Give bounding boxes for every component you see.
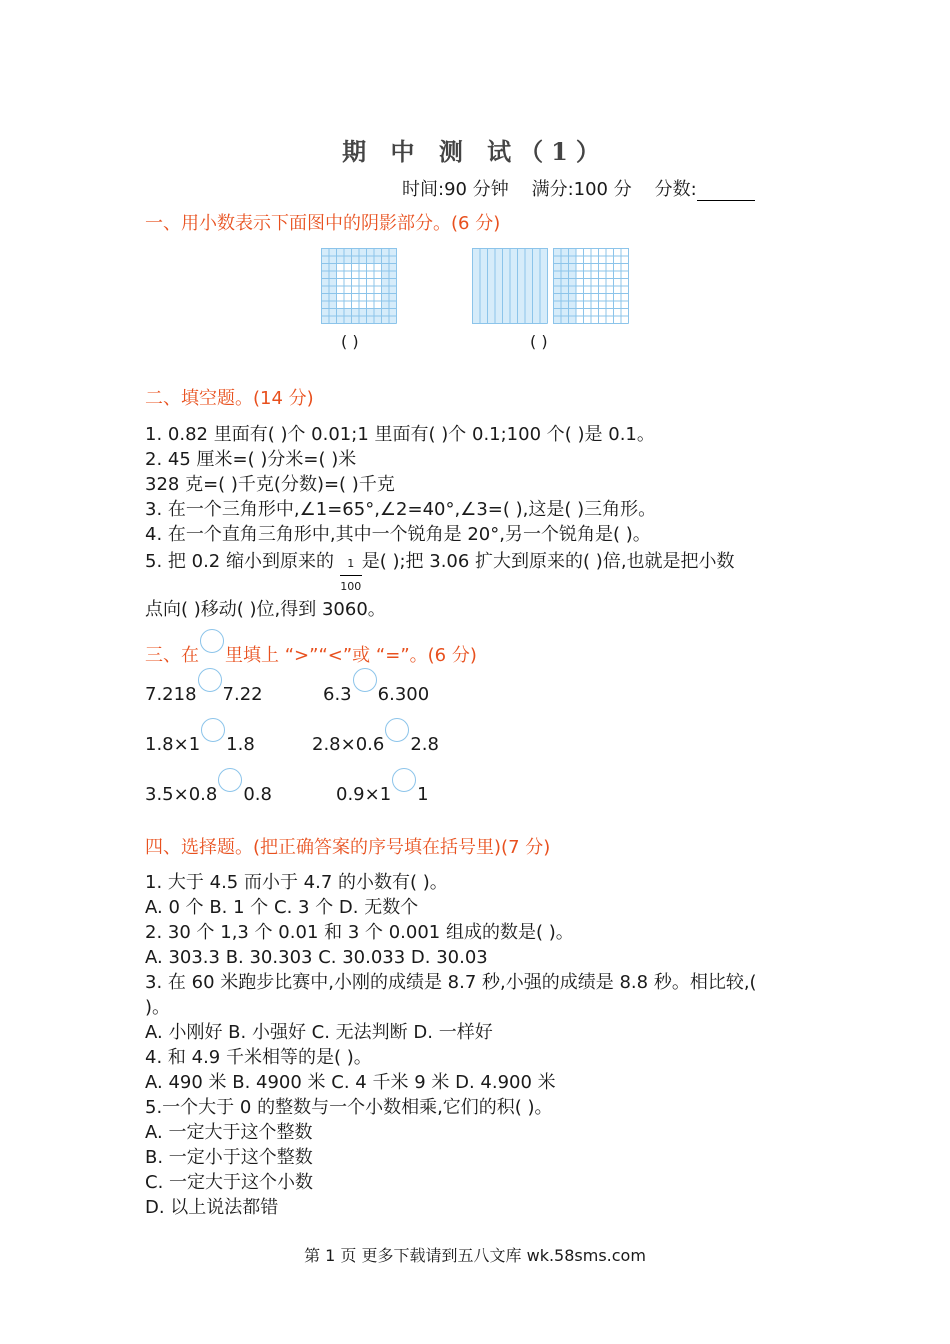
shaded-cell xyxy=(329,316,337,324)
shaded-cell xyxy=(374,248,382,256)
shaded-cell xyxy=(540,308,548,316)
choice-line: A. 303.3 B. 30.303 C. 30.033 D. 30.03 xyxy=(145,947,488,968)
shaded-cell xyxy=(561,278,569,286)
shaded-cell xyxy=(568,286,576,294)
shaded-cell xyxy=(561,248,569,256)
grid-figure-1 xyxy=(321,248,397,324)
shaded-cell xyxy=(381,316,389,324)
shaded-cell xyxy=(553,271,561,279)
comparison-item xyxy=(145,678,263,706)
shaded-cell xyxy=(525,248,533,256)
shaded-cell xyxy=(568,316,576,324)
shaded-cell xyxy=(510,263,518,271)
shaded-cell xyxy=(359,256,367,264)
shaded-cell xyxy=(517,293,525,301)
shaded-cell xyxy=(374,308,382,316)
shaded-cell xyxy=(568,256,576,264)
shaded-cell xyxy=(532,263,540,271)
choice-line: 3. 在 60 米跑步比赛中,小刚的成绩是 8.7 秒,小强的成绩是 8.8 秒。相比较,( xyxy=(145,972,757,993)
section-4-heading: 四、选择题。(把正确答案的序号填在括号里)(7 分) xyxy=(145,837,551,858)
shaded-cell xyxy=(568,248,576,256)
answer-circle[interactable] xyxy=(198,668,222,692)
shaded-cell xyxy=(510,301,518,309)
comparison-item xyxy=(312,728,439,756)
shaded-cell xyxy=(321,263,329,271)
shaded-cell xyxy=(351,316,359,324)
shaded-cell xyxy=(532,286,540,294)
shaded-cell xyxy=(495,256,503,264)
comparison-item xyxy=(336,778,429,806)
q5-text-a: 5. 把 0.2 缩小到原来的 xyxy=(145,551,334,572)
right-expr: 1 xyxy=(417,784,429,805)
shaded-cell xyxy=(480,248,488,256)
shaded-cell xyxy=(532,301,540,309)
shaded-cell xyxy=(381,278,389,286)
answer-paren-1[interactable]: ( ) xyxy=(341,332,359,351)
score-blank[interactable] xyxy=(697,182,755,201)
shaded-cell xyxy=(389,301,397,309)
answer-circle[interactable] xyxy=(385,718,409,742)
right-expr: 0.8 xyxy=(243,784,272,805)
fraction xyxy=(340,551,362,593)
shaded-cell xyxy=(329,286,337,294)
shaded-cell xyxy=(381,256,389,264)
shaded-cell xyxy=(480,256,488,264)
right-expr: 2.8 xyxy=(410,734,439,755)
shaded-cell xyxy=(561,286,569,294)
shaded-cell xyxy=(381,248,389,256)
shaded-cell xyxy=(329,248,337,256)
shaded-cell xyxy=(502,278,510,286)
shaded-cell xyxy=(517,278,525,286)
answer-paren-2[interactable]: ( ) xyxy=(530,332,548,351)
shaded-cell xyxy=(472,316,480,324)
shaded-cell xyxy=(389,286,397,294)
shaded-cell xyxy=(344,256,352,264)
choice-line: A. 一定大于这个整数 xyxy=(145,1122,313,1143)
choice-line: 5.一个大于 0 的整数与一个小数相乘,它们的积( )。 xyxy=(145,1097,553,1118)
comparison-item xyxy=(145,728,255,756)
shaded-cell xyxy=(561,301,569,309)
shaded-cell xyxy=(495,316,503,324)
shaded-cell xyxy=(480,316,488,324)
shaded-cell xyxy=(561,263,569,271)
right-expr: 1.8 xyxy=(226,734,255,755)
comparison-item xyxy=(323,678,429,706)
shaded-cell xyxy=(553,308,561,316)
choice-line: 2. 30 个 1,3 个 0.01 和 3 个 0.001 组成的数是( )。 xyxy=(145,922,574,943)
fill-line: 3. 在一个三角形中,∠1=65°,∠2=40°,∠3=( ),这是( )三角形。 xyxy=(145,499,657,520)
shaded-cell xyxy=(366,248,374,256)
shaded-cell xyxy=(359,248,367,256)
comparison-item xyxy=(145,778,272,806)
shaded-cell xyxy=(389,248,397,256)
choice-line: )。 xyxy=(145,997,171,1018)
shaded-cell xyxy=(389,271,397,279)
score-label: 分数: xyxy=(654,179,697,200)
choice-line: C. 一定大于这个小数 xyxy=(145,1172,314,1193)
shaded-cell xyxy=(502,286,510,294)
shaded-cell xyxy=(487,271,495,279)
shaded-cell xyxy=(374,316,382,324)
shaded-cell xyxy=(321,301,329,309)
shaded-cell xyxy=(472,301,480,309)
shaded-cell xyxy=(525,286,533,294)
shaded-cell xyxy=(510,316,518,324)
shaded-cell xyxy=(487,301,495,309)
shaded-cell xyxy=(525,256,533,264)
shaded-cell xyxy=(351,308,359,316)
shaded-cell xyxy=(321,293,329,301)
shaded-cell xyxy=(321,316,329,324)
shaded-cell xyxy=(472,308,480,316)
choice-line: A. 小刚好 B. 小强好 C. 无法判断 D. 一样好 xyxy=(145,1022,493,1043)
shaded-cell xyxy=(336,248,344,256)
shaded-cell xyxy=(553,248,561,256)
shaded-cell xyxy=(510,256,518,264)
shaded-cell xyxy=(495,271,503,279)
shaded-cell xyxy=(329,308,337,316)
left-expr: 6.3 xyxy=(323,684,352,705)
fill-line: 2. 45 厘米=( )分米=( )米 xyxy=(145,449,357,470)
shaded-cell xyxy=(517,301,525,309)
shaded-cell xyxy=(472,271,480,279)
shaded-cell xyxy=(389,278,397,286)
fill-line-5 xyxy=(145,551,735,593)
shaded-cell xyxy=(487,263,495,271)
answer-circle[interactable] xyxy=(392,768,416,792)
shaded-cell xyxy=(517,256,525,264)
shaded-cell xyxy=(540,248,548,256)
shaded-cell xyxy=(472,278,480,286)
shaded-cell xyxy=(480,301,488,309)
shaded-cell xyxy=(381,293,389,301)
shaded-cell xyxy=(561,308,569,316)
shaded-cell xyxy=(561,293,569,301)
shaded-cell xyxy=(502,271,510,279)
shaded-cell xyxy=(487,316,495,324)
shaded-cell xyxy=(553,263,561,271)
shaded-cell xyxy=(532,271,540,279)
shaded-cell xyxy=(480,263,488,271)
right-expr: 6.300 xyxy=(377,684,430,705)
shaded-cell xyxy=(495,293,503,301)
shaded-cell xyxy=(517,248,525,256)
shaded-cell xyxy=(540,263,548,271)
fill-line: 328 克=( )千克(分数)=( )千克 xyxy=(145,474,395,495)
shaded-cell xyxy=(540,286,548,294)
shaded-cell xyxy=(553,286,561,294)
shaded-cell xyxy=(568,301,576,309)
fill-line: 点向( )移动( )位,得到 3060。 xyxy=(145,599,386,620)
shaded-cell xyxy=(517,286,525,294)
shaded-cell xyxy=(540,293,548,301)
shaded-cell xyxy=(540,301,548,309)
shaded-cell xyxy=(472,286,480,294)
shaded-cell xyxy=(381,271,389,279)
shaded-cell xyxy=(525,308,533,316)
section-1-heading: 一、用小数表示下面图中的阴影部分。(6 分) xyxy=(145,213,501,234)
shaded-cell xyxy=(553,301,561,309)
shaded-cell xyxy=(510,308,518,316)
shaded-cell xyxy=(329,263,337,271)
shaded-cell xyxy=(495,263,503,271)
heading-part: 里填上 “>”“<”或 “=”。(6 分) xyxy=(225,645,477,666)
shaded-cell xyxy=(532,256,540,264)
answer-circle[interactable] xyxy=(218,768,242,792)
fill-line: 1. 0.82 里面有( )个 0.01;1 里面有( )个 0.1;100 个( )是 0.1。 xyxy=(145,424,655,445)
shaded-cell xyxy=(329,293,337,301)
shaded-cell xyxy=(389,293,397,301)
shaded-cell xyxy=(321,278,329,286)
choice-line: A. 490 米 B. 4900 米 C. 4 千米 9 米 D. 4.900 米 xyxy=(145,1072,556,1093)
shaded-cell xyxy=(502,308,510,316)
page-title: 期 中 测 试（1） xyxy=(342,137,608,166)
answer-circle[interactable] xyxy=(201,718,225,742)
shaded-cell xyxy=(359,316,367,324)
shaded-cell xyxy=(329,301,337,309)
shaded-cell xyxy=(525,316,533,324)
right-expr: 7.22 xyxy=(222,684,263,705)
shaded-cell xyxy=(329,271,337,279)
shaded-cell xyxy=(329,256,337,264)
shaded-cell xyxy=(480,271,488,279)
shaded-cell xyxy=(510,248,518,256)
shaded-cell xyxy=(351,248,359,256)
shaded-cell xyxy=(344,308,352,316)
shaded-cell xyxy=(502,256,510,264)
shaded-cell xyxy=(366,316,374,324)
shaded-cell xyxy=(321,308,329,316)
shaded-cell xyxy=(389,316,397,324)
shaded-cell xyxy=(381,263,389,271)
shaded-cell xyxy=(344,316,352,324)
shaded-cell xyxy=(487,308,495,316)
page-footer: 第 1 页 更多下载请到五八文库 wk.58sms.com xyxy=(304,1246,646,1265)
shaded-cell xyxy=(517,308,525,316)
section-2-heading: 二、填空题。(14 分) xyxy=(145,388,314,409)
heading-part: 三、在 xyxy=(145,645,199,666)
shaded-cell xyxy=(487,278,495,286)
shaded-cell xyxy=(502,248,510,256)
shaded-cell xyxy=(336,256,344,264)
shaded-cell xyxy=(502,263,510,271)
shaded-cell xyxy=(502,301,510,309)
left-expr: 1.8×1 xyxy=(145,734,201,755)
shaded-cell xyxy=(487,256,495,264)
choice-line: A. 0 个 B. 1 个 C. 3 个 D. 无数个 xyxy=(145,897,419,918)
fill-line: 4. 在一个直角三角形中,其中一个锐角是 20°,另一个锐角是( )。 xyxy=(145,524,651,545)
shaded-cell xyxy=(568,293,576,301)
shaded-cell xyxy=(540,278,548,286)
shaded-cell xyxy=(329,278,337,286)
shaded-cell xyxy=(351,256,359,264)
grid-figure-2b xyxy=(553,248,629,324)
time-label: 时间:90 分钟 xyxy=(402,179,509,200)
shaded-cell xyxy=(344,248,352,256)
shaded-cell xyxy=(336,316,344,324)
shaded-cell xyxy=(568,271,576,279)
shaded-cell xyxy=(381,286,389,294)
shaded-cell xyxy=(487,293,495,301)
shaded-cell xyxy=(487,248,495,256)
shaded-cell xyxy=(472,293,480,301)
shaded-cell xyxy=(561,316,569,324)
shaded-cell xyxy=(502,316,510,324)
shaded-cell xyxy=(495,308,503,316)
grid-figure-2a xyxy=(472,248,548,324)
fraction-numerator: 1 xyxy=(340,553,362,576)
shaded-cell xyxy=(374,256,382,264)
shaded-cell xyxy=(540,271,548,279)
shaded-cell xyxy=(336,308,344,316)
full-score-label: 满分:100 分 xyxy=(531,179,632,200)
shaded-cell xyxy=(472,248,480,256)
shaded-cell xyxy=(532,293,540,301)
left-expr: 3.5×0.8 xyxy=(145,784,218,805)
q5-text-b: 是( );把 3.06 扩大到原来的( )倍,也就是把小数 xyxy=(361,551,735,572)
shaded-cell xyxy=(480,308,488,316)
shaded-cell xyxy=(517,316,525,324)
choice-line: 1. 大于 4.5 而小于 4.7 的小数有( )。 xyxy=(145,872,448,893)
shaded-cell xyxy=(561,256,569,264)
left-expr: 0.9×1 xyxy=(336,784,392,805)
choice-line: B. 一定小于这个整数 xyxy=(145,1147,313,1168)
shaded-cell xyxy=(568,263,576,271)
exam-meta xyxy=(402,175,755,201)
shaded-cell xyxy=(510,286,518,294)
shaded-cell xyxy=(389,263,397,271)
shaded-cell xyxy=(381,301,389,309)
shaded-cell xyxy=(553,316,561,324)
shaded-cell xyxy=(495,301,503,309)
shaded-cell xyxy=(553,278,561,286)
choice-line: D. 以上说法都错 xyxy=(145,1197,279,1218)
shaded-cell xyxy=(321,286,329,294)
shaded-cell xyxy=(510,293,518,301)
shaded-cell xyxy=(480,293,488,301)
shaded-cell xyxy=(510,278,518,286)
shaded-cell xyxy=(510,271,518,279)
shaded-cell xyxy=(389,308,397,316)
shaded-cell xyxy=(561,271,569,279)
shaded-cell xyxy=(321,256,329,264)
shaded-cell xyxy=(568,308,576,316)
shaded-cell xyxy=(540,256,548,264)
left-expr: 2.8×0.6 xyxy=(312,734,385,755)
choice-line: 4. 和 4.9 千米相等的是( )。 xyxy=(145,1047,372,1068)
shaded-cell xyxy=(359,308,367,316)
shaded-cell xyxy=(532,316,540,324)
left-expr: 7.218 xyxy=(145,684,197,705)
shaded-cell xyxy=(568,278,576,286)
shaded-cell xyxy=(502,293,510,301)
shaded-cell xyxy=(495,278,503,286)
shaded-cell xyxy=(472,256,480,264)
shaded-cell xyxy=(495,286,503,294)
shaded-cell xyxy=(366,256,374,264)
shaded-cell xyxy=(321,271,329,279)
shaded-cell xyxy=(487,286,495,294)
shaded-cell xyxy=(517,271,525,279)
shaded-cell xyxy=(517,263,525,271)
section-3-heading xyxy=(145,639,477,667)
shaded-cell xyxy=(495,248,503,256)
shaded-cell xyxy=(381,308,389,316)
shaded-cell xyxy=(525,301,533,309)
circle-icon xyxy=(200,629,224,653)
shaded-cell xyxy=(525,278,533,286)
shaded-cell xyxy=(389,256,397,264)
shaded-cell xyxy=(321,248,329,256)
shaded-cell xyxy=(525,271,533,279)
shaded-cell xyxy=(480,278,488,286)
shaded-cell xyxy=(540,316,548,324)
shaded-cell xyxy=(532,308,540,316)
shaded-cell xyxy=(532,248,540,256)
shaded-cell xyxy=(532,278,540,286)
answer-circle[interactable] xyxy=(353,668,377,692)
shaded-cell xyxy=(553,293,561,301)
shaded-cell xyxy=(553,256,561,264)
shaded-cell xyxy=(525,263,533,271)
fraction-denominator: 100 xyxy=(340,580,362,593)
shaded-cell xyxy=(472,263,480,271)
shaded-cell xyxy=(366,308,374,316)
shaded-cell xyxy=(480,286,488,294)
shaded-cell xyxy=(525,293,533,301)
